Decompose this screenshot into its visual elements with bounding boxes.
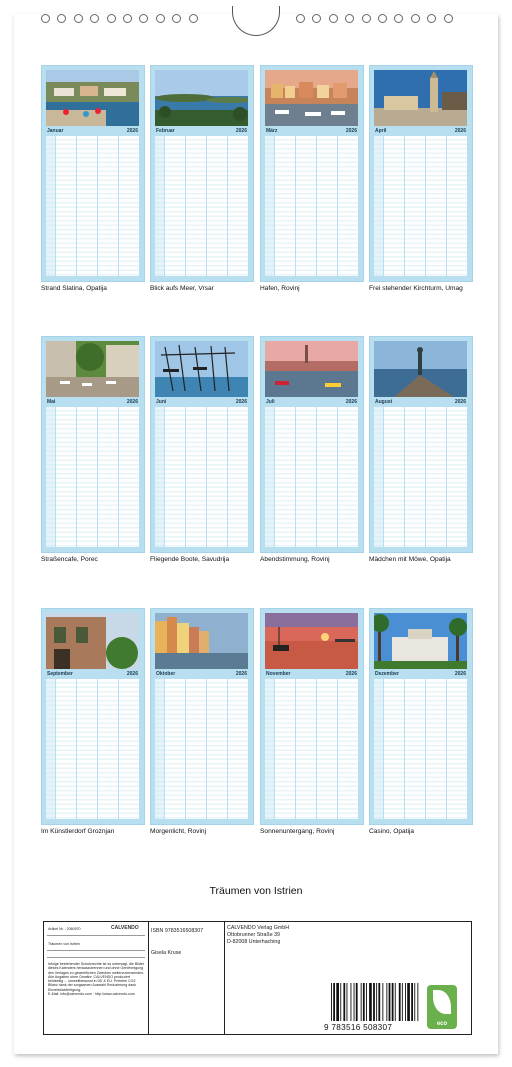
month-header — [46, 128, 139, 135]
binding-hole — [41, 14, 50, 23]
isbn: ISBN 9783516508307 — [151, 928, 204, 934]
day-grid — [46, 407, 139, 547]
month-photo — [265, 70, 358, 126]
publisher-line-1: CALVENDO Verlag GmbH — [227, 925, 290, 931]
day-grid — [265, 679, 358, 819]
month-year: 2026 — [235, 671, 247, 677]
product-title-small: Träumen von Istrien — [48, 942, 80, 946]
binding-hole — [394, 14, 403, 23]
day-grid — [46, 136, 139, 276]
barcode-number: 9 783516 508307 — [324, 1023, 393, 1032]
eco-badge — [427, 985, 457, 1029]
month-photo — [155, 341, 248, 397]
month-header — [374, 671, 467, 678]
month-photo — [374, 70, 467, 126]
binding-hole — [296, 14, 305, 23]
calendar-title: Träumen von Istrien — [209, 885, 303, 897]
product-info-column — [44, 922, 149, 1034]
month-caption: Blick aufs Meer, Vrsar — [150, 285, 214, 292]
binding-hole — [427, 14, 436, 23]
day-grid — [46, 679, 139, 819]
divider — [47, 935, 145, 936]
month-photo — [155, 613, 248, 669]
month-photo — [46, 613, 139, 669]
binding-hole — [411, 14, 420, 23]
day-number-column — [374, 136, 383, 276]
binding-hole — [156, 14, 165, 23]
binding-hole — [189, 14, 198, 23]
month-photo — [155, 70, 248, 126]
month-november — [260, 608, 364, 825]
day-grid — [374, 679, 467, 819]
binding-holes-left — [41, 14, 198, 30]
month-dezember — [369, 608, 473, 825]
month-header — [265, 128, 358, 135]
month-juni — [150, 336, 254, 553]
month-year: 2026 — [126, 399, 138, 405]
month-header — [374, 399, 467, 406]
day-number-column — [155, 679, 164, 819]
month-year: 2026 — [454, 671, 466, 677]
month-caption: Straßencafe, Porec — [41, 556, 98, 563]
day-grid — [265, 407, 358, 547]
day-grid — [374, 407, 467, 547]
binding-hole — [57, 14, 66, 23]
day-number-column — [265, 407, 274, 547]
day-number-column — [265, 679, 274, 819]
month-caption: Morgenlicht, Rovinj — [150, 828, 207, 835]
month-header — [46, 671, 139, 678]
day-number-column — [155, 407, 164, 547]
month-header — [155, 671, 248, 678]
month-header — [155, 399, 248, 406]
month-juli — [260, 336, 364, 553]
binding-holes-right — [296, 14, 453, 30]
day-grid — [374, 136, 467, 276]
month-oktober — [150, 608, 254, 825]
month-caption: Casino, Opatija — [369, 828, 415, 835]
month-header — [155, 128, 248, 135]
binding-hole — [378, 14, 387, 23]
divider — [47, 957, 145, 958]
eco-label: eco — [436, 1021, 448, 1027]
publisher-line-2: Ottobrunner Straße 39 — [227, 932, 280, 938]
month-photo — [46, 70, 139, 126]
day-number-column — [46, 407, 55, 547]
month-name: April — [375, 128, 387, 134]
month-photo — [374, 341, 467, 397]
month-name: Mai — [47, 399, 56, 405]
day-number-column — [155, 136, 164, 276]
author: Gisela Kruse — [151, 950, 182, 956]
month-mai — [41, 336, 145, 553]
month-name: August — [375, 399, 393, 405]
month-photo — [265, 613, 358, 669]
isbn-column — [148, 922, 225, 1034]
month-caption: Strand Slatina, Opatija — [41, 285, 107, 292]
calvendo-logo: CALVENDO — [111, 925, 139, 931]
article-number: Artikel Nr. : 2060970 — [48, 927, 81, 931]
publisher-line-3: D-82008 Unterhaching — [227, 939, 281, 945]
month-märz — [260, 65, 364, 282]
month-header — [374, 128, 467, 135]
month-caption: Im Künstlerdorf Groznjan — [41, 828, 115, 835]
binding-hole — [123, 14, 132, 23]
binding-hole — [329, 14, 338, 23]
month-caption: Fliegende Boote, Savudrija — [150, 556, 230, 563]
month-name: September — [47, 671, 73, 677]
month-caption: Frei stehender Kirchturm, Umag — [369, 285, 463, 292]
day-number-column — [46, 136, 55, 276]
month-name: Januar — [47, 128, 64, 134]
month-name: Februar — [156, 128, 175, 134]
month-year: 2026 — [345, 399, 357, 405]
month-caption: Hafen, Rovinj — [260, 285, 300, 292]
binding-hole — [345, 14, 354, 23]
legal-notice: Infolge bestehender Schutzrechte ist es untersagt, die Bilder dieses Kalenders herauszutrennen und ohne Genehmigung des Verlages zu gewerblichen Zwecken weiterzuverwenden. Alle Angaben ohne Gewähr. CALVENDO produziert beidseitig ... umweltbewusst in DE & EU. Preisfrei CO2 Bilanz dank der sorgsamen Auswahl Reduzierung dank Einzelstückfertigung. E-Mail: info@calvendo.com · http://www.calvendo.com — [48, 962, 145, 997]
binding-hole — [444, 14, 453, 23]
month-name: März — [266, 128, 278, 134]
month-august — [369, 336, 473, 553]
month-photo — [374, 613, 467, 669]
month-year: 2026 — [235, 399, 247, 405]
day-grid — [265, 136, 358, 276]
month-photo — [46, 341, 139, 397]
binding-hole — [312, 14, 321, 23]
month-name: November — [266, 671, 291, 677]
month-year: 2026 — [345, 671, 357, 677]
month-name: Dezember — [375, 671, 399, 677]
day-grid — [155, 679, 248, 819]
barcode — [329, 983, 433, 1023]
binding-hole — [172, 14, 181, 23]
month-year: 2026 — [454, 399, 466, 405]
binding-hole — [107, 14, 116, 23]
month-caption: Abendstimmung, Rovinj — [260, 556, 330, 563]
month-year: 2026 — [454, 128, 466, 134]
binding-hole — [139, 14, 148, 23]
binding-hole — [90, 14, 99, 23]
month-photo — [265, 341, 358, 397]
month-year: 2026 — [126, 671, 138, 677]
day-grid — [155, 136, 248, 276]
month-name: Juli — [266, 399, 275, 405]
month-caption: Sonnenuntergang, Rovinj — [260, 828, 335, 835]
day-number-column — [46, 679, 55, 819]
divider — [47, 950, 145, 951]
month-name: Oktober — [156, 671, 176, 677]
month-januar — [41, 65, 145, 282]
month-year: 2026 — [235, 128, 247, 134]
month-name: Juni — [156, 399, 167, 405]
day-grid — [155, 407, 248, 547]
month-year: 2026 — [345, 128, 357, 134]
month-year: 2026 — [126, 128, 138, 134]
day-number-column — [265, 136, 274, 276]
binding-hole — [362, 14, 371, 23]
day-number-column — [374, 407, 383, 547]
month-september — [41, 608, 145, 825]
month-header — [265, 399, 358, 406]
binding-hole — [74, 14, 83, 23]
month-header — [46, 399, 139, 406]
month-header — [265, 671, 358, 678]
month-april — [369, 65, 473, 282]
month-februar — [150, 65, 254, 282]
month-caption: Mädchen mit Möwe, Opatija — [369, 556, 451, 563]
leaf-icon — [433, 990, 451, 1014]
day-number-column — [374, 679, 383, 819]
